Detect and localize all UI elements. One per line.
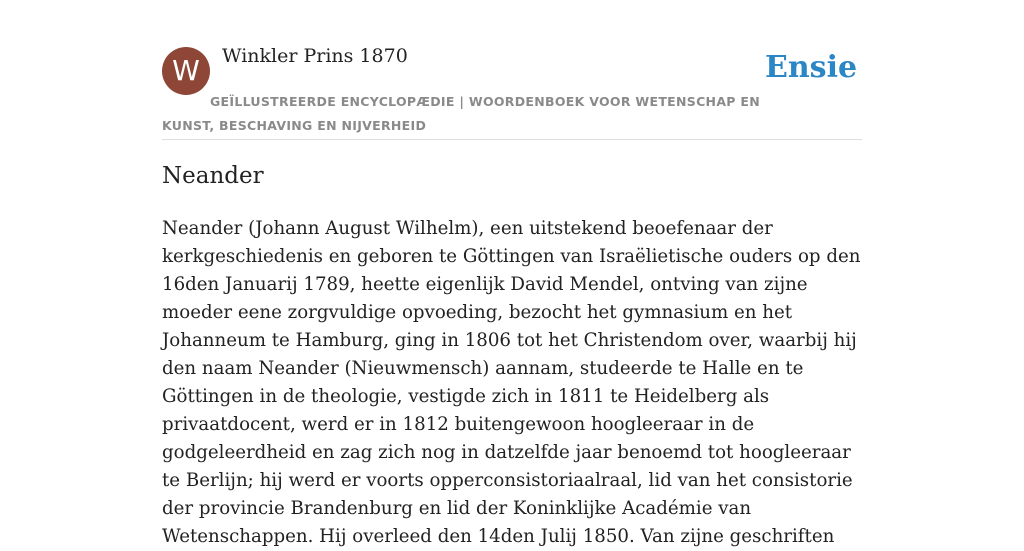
entry-title: Neander bbox=[162, 163, 264, 189]
header-divider bbox=[162, 139, 862, 140]
ensie-logo[interactable]: Ensie bbox=[765, 50, 858, 85]
source-subtitle: GEÏLLUSTREERDE ENCYCLOPÆDIE | WOORDENBOEK VOOR WETENSCHAP EN KUNST, BESCHAVING EN NIJVERHEID bbox=[162, 94, 760, 133]
source-title[interactable]: Winkler Prins 1870 bbox=[222, 45, 408, 67]
avatar[interactable]: W bbox=[162, 47, 210, 95]
entry-body: Neander (Johann August Wilhelm), een uitstekend beoefenaar der kerkgeschiedenis en geboren te Göttingen van Israëlietische ouders op den 16den Januarij 1789, heette eigenlijk David Mendel, ontving van zijne moeder eene zorgvuldige opvoeding, bezocht het gymnasium en het Johanneum te Hamburg, ging in 1806 tot het Christendom over, waarbij hij den naam Neander (Nieuwmensch) aannam, studeerde te Halle en te Göttingen in de theologie, vestigde zich in 1811 te Heidelberg als privaatdocent, werd er in 1812 buitengewoon hoogleeraar in de godgeleerdheid en zag zich nog in datzelfde jaar benoemd tot hoogleeraar te Berlijn; hij werd er voorts opperconsistoriaalraal, lid van het consistorie der provincie Brandenburg en lid der Koninklijke Académie van Wetenschappen. Hij overleed den 14den Julij 1850. Van zijne geschriften bbox=[162, 218, 861, 547]
